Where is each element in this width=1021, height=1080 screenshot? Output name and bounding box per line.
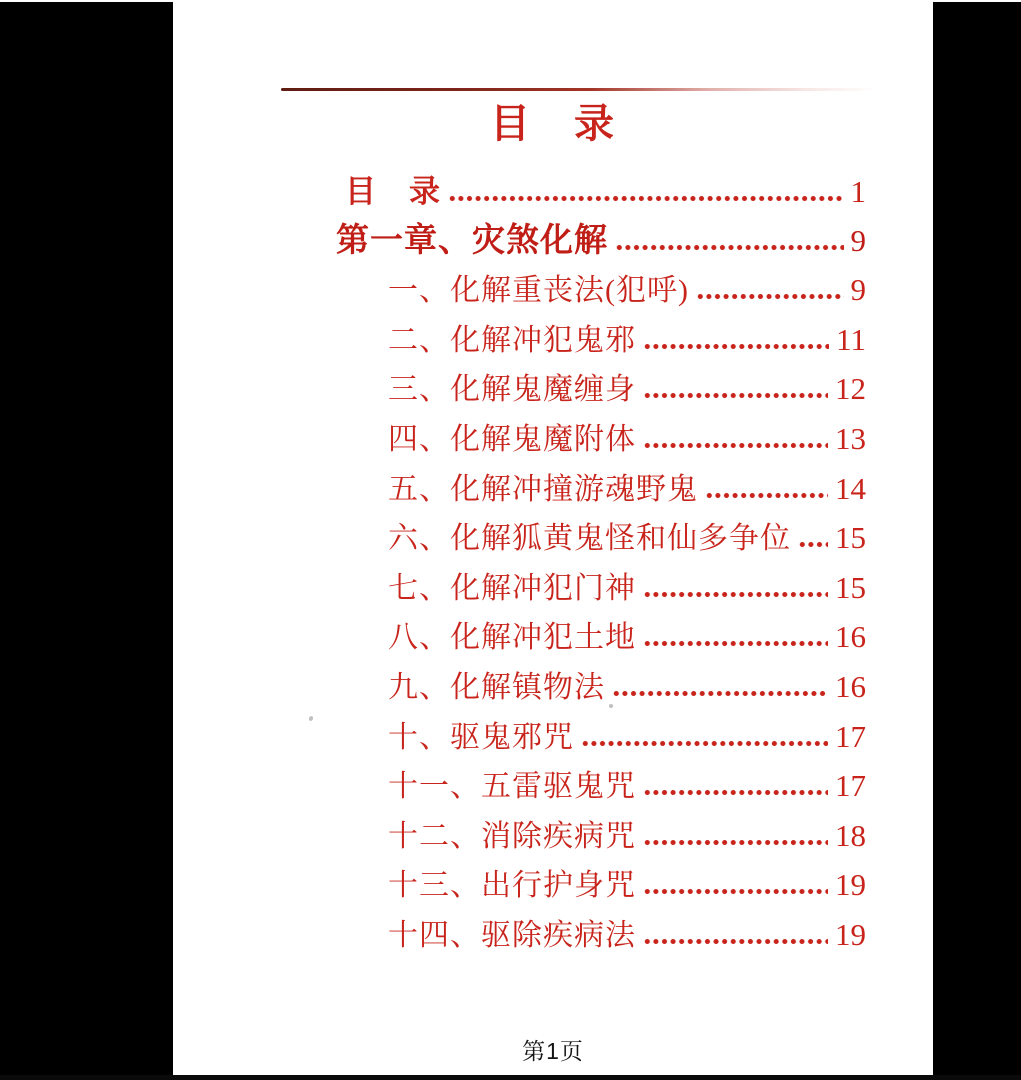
scan-artifact-line <box>281 88 877 91</box>
dot-leader <box>643 591 828 598</box>
toc-entry <box>173 762 866 812</box>
page-title: 目 录 <box>490 101 616 146</box>
toc-entry-label: 十、驱鬼邪咒 <box>388 720 574 754</box>
toc-entry-label: 一、化解重丧法(犯呼) <box>388 274 689 308</box>
toc-entry-page: 19 <box>835 867 866 903</box>
dot-leader <box>612 690 828 697</box>
toc-entry-page: 9 <box>850 272 866 308</box>
scan-speck <box>609 704 613 708</box>
toc-entry <box>173 465 866 515</box>
dot-leader <box>643 392 828 399</box>
toc-entry <box>173 365 866 415</box>
toc-entry <box>173 167 866 217</box>
toc-entry-page: 15 <box>835 569 866 605</box>
dot-leader <box>643 938 828 945</box>
dot-leader <box>643 839 828 846</box>
toc-entry-label: 二、化解冲犯鬼邪 <box>388 323 636 357</box>
toc-entry-page: 16 <box>835 668 866 704</box>
document-page <box>173 2 933 1076</box>
toc-entry-label: 四、化解鬼魔附体 <box>388 422 636 456</box>
toc-entry <box>173 316 866 366</box>
toc-entry-label: 十一、五雷驱鬼咒 <box>388 770 636 804</box>
toc-entry-page: 14 <box>835 470 866 506</box>
toc-entry-page: 11 <box>836 321 866 357</box>
toc-entry <box>173 713 866 763</box>
toc-entry-label: 七、化解冲犯门神 <box>388 571 636 605</box>
toc-entry <box>173 613 866 663</box>
dot-leader <box>696 293 844 300</box>
toc-entry-label: 九、化解镇物法 <box>388 670 605 704</box>
toc-entry <box>173 663 866 713</box>
toc-entry-page: 18 <box>835 817 866 853</box>
toc-entry <box>173 217 866 267</box>
dot-leader <box>581 740 828 747</box>
toc-entry-label: 五、化解冲撞游魂野鬼 <box>388 472 698 506</box>
toc-entry <box>173 415 866 465</box>
toc-entry-label: 第一章、灾煞化解 <box>336 222 608 259</box>
dot-leader <box>615 244 844 251</box>
toc-entry <box>173 564 866 614</box>
dot-leader <box>643 442 828 449</box>
toc-entry-label: 六、化解狐黄鬼怪和仙多争位 <box>388 522 791 556</box>
dot-leader <box>643 343 829 350</box>
toc-entry-page: 9 <box>850 222 866 258</box>
bottom-black-bar <box>0 1075 1021 1080</box>
toc-entry <box>173 911 866 961</box>
page-number-footer: 第1页 <box>522 1038 584 1064</box>
toc-entry <box>173 861 866 911</box>
toc-entry <box>173 266 866 316</box>
toc-entry-label: 十四、驱除疾病法 <box>388 918 636 952</box>
toc-entry-label: 三、化解鬼魔缠身 <box>388 373 636 407</box>
toc-entry-label: 目 录 <box>345 174 441 209</box>
toc-entry-page: 17 <box>835 768 866 804</box>
dot-leader <box>705 492 828 499</box>
dot-leader <box>798 541 828 548</box>
toc-entry-page: 15 <box>835 520 866 556</box>
dot-leader <box>643 888 828 895</box>
toc-list <box>173 167 933 961</box>
toc-entry <box>173 514 866 564</box>
toc-entry <box>173 812 866 862</box>
dot-leader <box>643 789 828 796</box>
toc-entry-page: 12 <box>835 371 866 407</box>
toc-entry-label: 十二、消除疾病咒 <box>388 819 636 853</box>
dot-leader <box>643 640 828 647</box>
toc-entry-page: 16 <box>835 619 866 655</box>
toc-entry-page: 13 <box>835 420 866 456</box>
toc-entry-label: 八、化解冲犯土地 <box>388 621 636 655</box>
toc-entry-page: 17 <box>835 718 866 754</box>
toc-entry-page: 1 <box>850 174 866 209</box>
toc-entry-label: 十三、出行护身咒 <box>388 869 636 903</box>
toc-entry-page: 19 <box>835 916 866 952</box>
dot-leader <box>448 195 844 202</box>
